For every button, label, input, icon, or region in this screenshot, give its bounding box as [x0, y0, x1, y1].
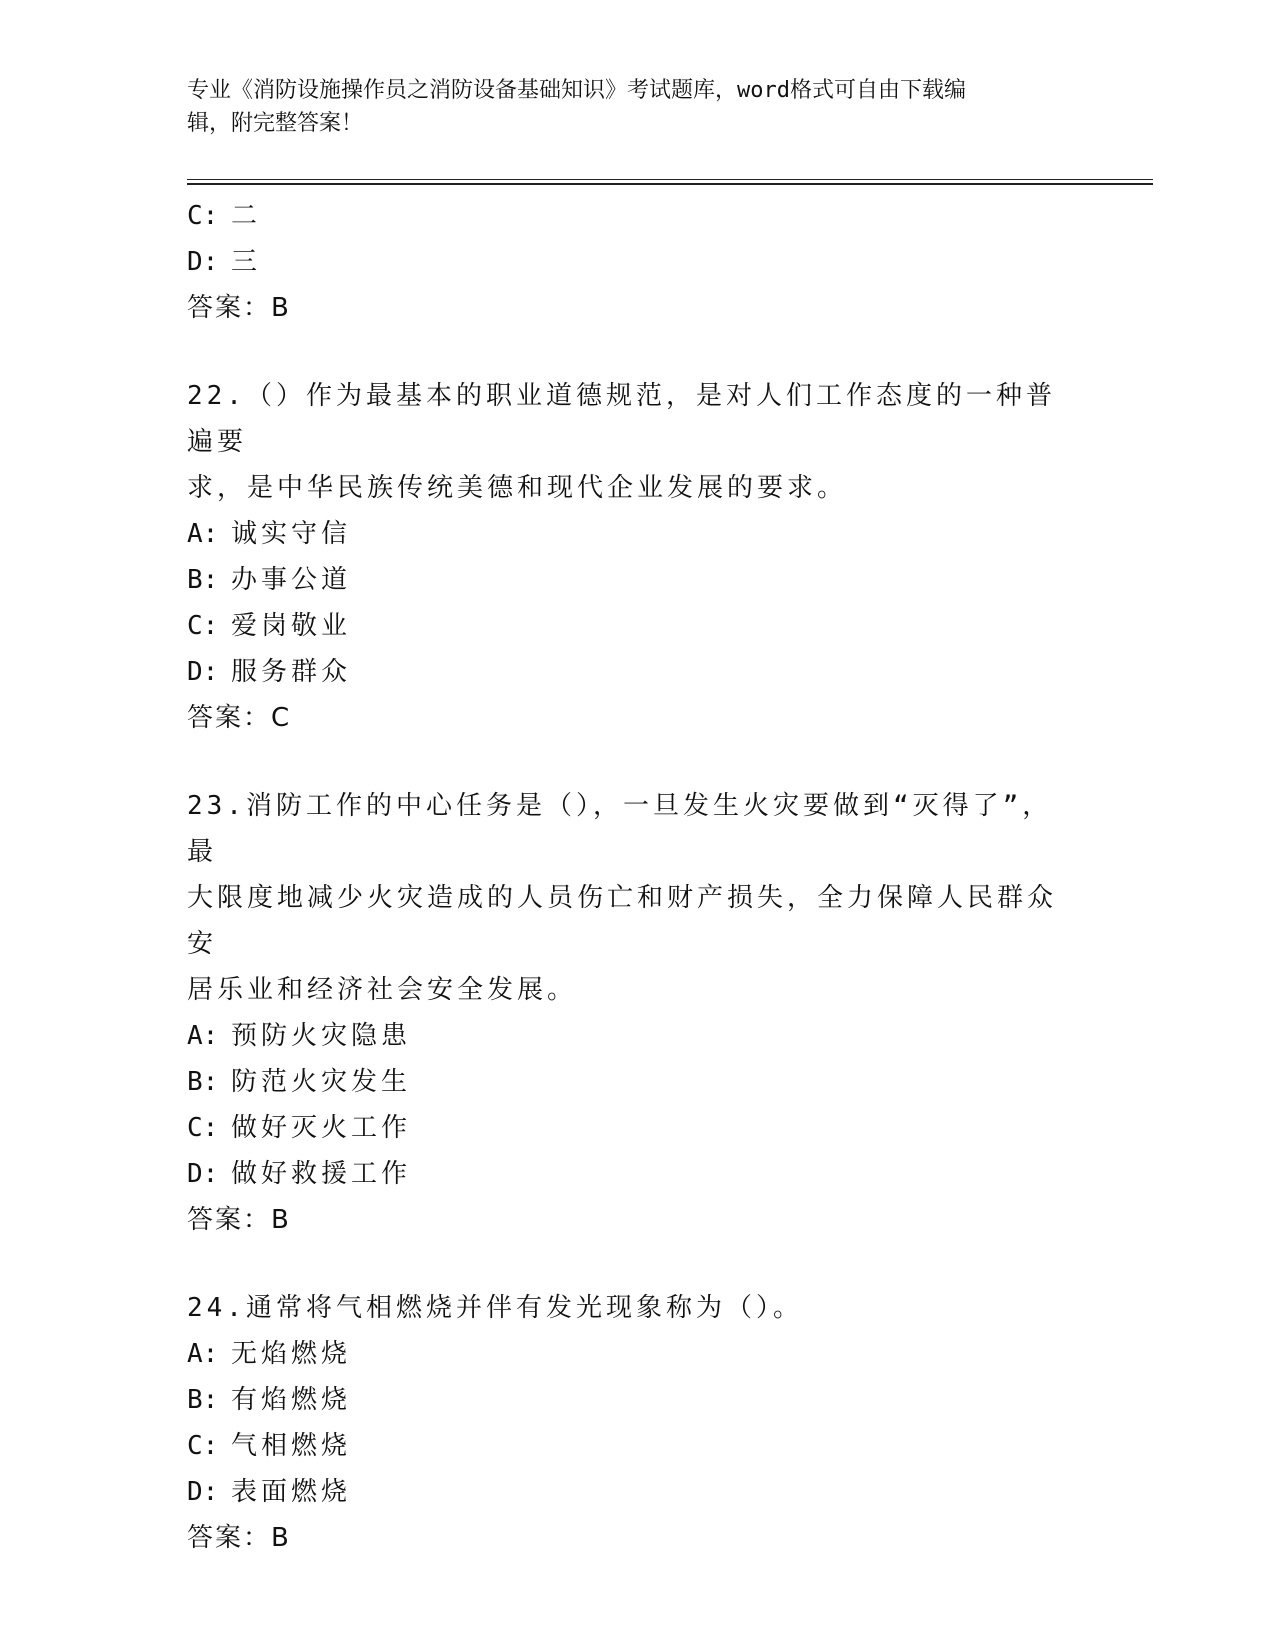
- option-key: B:: [187, 565, 219, 595]
- answer-line: 答案：C: [187, 703, 292, 733]
- question-text: [187, 1285, 1077, 1331]
- option-c: [187, 1105, 1087, 1151]
- option-a: [187, 511, 1087, 557]
- option-key: C:: [187, 1113, 219, 1143]
- option-text: 无焰燃烧: [231, 1339, 352, 1369]
- header-line-2: 辑，附完整答案！: [187, 111, 364, 136]
- option-a: [187, 1331, 1087, 1377]
- option-text: 预防火灾隐患: [231, 1021, 412, 1051]
- option-c: [187, 193, 1087, 239]
- question-text: [187, 783, 1077, 1013]
- option-text: 防范火灾发生: [231, 1067, 412, 1097]
- option-text: 二: [231, 201, 262, 231]
- option-text: 有焰燃烧: [231, 1385, 352, 1415]
- option-d: [187, 649, 1087, 695]
- question-text-line: 大限度地减少火灾造成的人员伤亡和财产损失，全力保障人民群众安: [187, 883, 1058, 959]
- previous-question-tail: [187, 193, 1087, 331]
- header-divider-thin: [187, 179, 1153, 180]
- option-key: D:: [187, 247, 219, 277]
- question-text: [187, 373, 1077, 511]
- option-text: 爱岗敬业: [231, 611, 352, 641]
- option-b: [187, 1059, 1087, 1105]
- option-key: A:: [187, 1339, 219, 1369]
- option-key: D:: [187, 1159, 219, 1189]
- option-key: C:: [187, 201, 219, 231]
- option-c: [187, 603, 1087, 649]
- question-text-line: 22.（）作为最基本的职业道德规范，是对人们工作态度的一种普遍要: [187, 381, 1056, 457]
- option-key: B:: [187, 1067, 219, 1097]
- option-d: [187, 239, 1087, 285]
- option-a: [187, 1013, 1087, 1059]
- header-line-1: 专业《消防设施操作员之消防设备基础知识》考试题库，word格式可自由下载编: [187, 78, 966, 103]
- option-text: 表面燃烧: [231, 1477, 352, 1507]
- question-23: [187, 783, 1087, 1243]
- option-b: [187, 557, 1087, 603]
- page-header: [187, 74, 1067, 140]
- question-text-line: 24.通常将气相燃烧并伴有发光现象称为（）。: [187, 1293, 803, 1323]
- question-list: [187, 193, 1087, 1561]
- option-key: A:: [187, 519, 219, 549]
- option-key: C:: [187, 611, 219, 641]
- option-text: 三: [231, 247, 262, 277]
- option-text: 服务群众: [231, 657, 352, 687]
- answer-line: 答案：B: [187, 1523, 291, 1553]
- option-key: C:: [187, 1431, 219, 1461]
- option-text: 办事公道: [231, 565, 352, 595]
- answer-line: 答案：B: [187, 1205, 291, 1235]
- option-c: [187, 1423, 1087, 1469]
- question-text-line: 居乐业和经济社会安全发展。: [187, 975, 578, 1005]
- option-key: D:: [187, 657, 219, 687]
- header-divider-thick: [187, 183, 1153, 185]
- option-text: 做好灭火工作: [231, 1113, 412, 1143]
- option-key: D:: [187, 1477, 219, 1507]
- option-key: A:: [187, 1021, 219, 1051]
- option-key: B:: [187, 1385, 219, 1415]
- option-b: [187, 1377, 1087, 1423]
- option-d: [187, 1151, 1087, 1197]
- option-d: [187, 1469, 1087, 1515]
- option-text: 做好救援工作: [231, 1159, 412, 1189]
- question-22: [187, 373, 1087, 741]
- option-text: 诚实守信: [231, 519, 352, 549]
- question-24: [187, 1285, 1087, 1561]
- question-text-line: 求，是中华民族传统美德和现代企业发展的要求。: [187, 473, 848, 503]
- option-text: 气相燃烧: [231, 1431, 352, 1461]
- question-text-line: 23.消防工作的中心任务是（），一旦发生火灾要做到“灭得了”，最: [187, 791, 1053, 867]
- answer-line: 答案：B: [187, 293, 291, 323]
